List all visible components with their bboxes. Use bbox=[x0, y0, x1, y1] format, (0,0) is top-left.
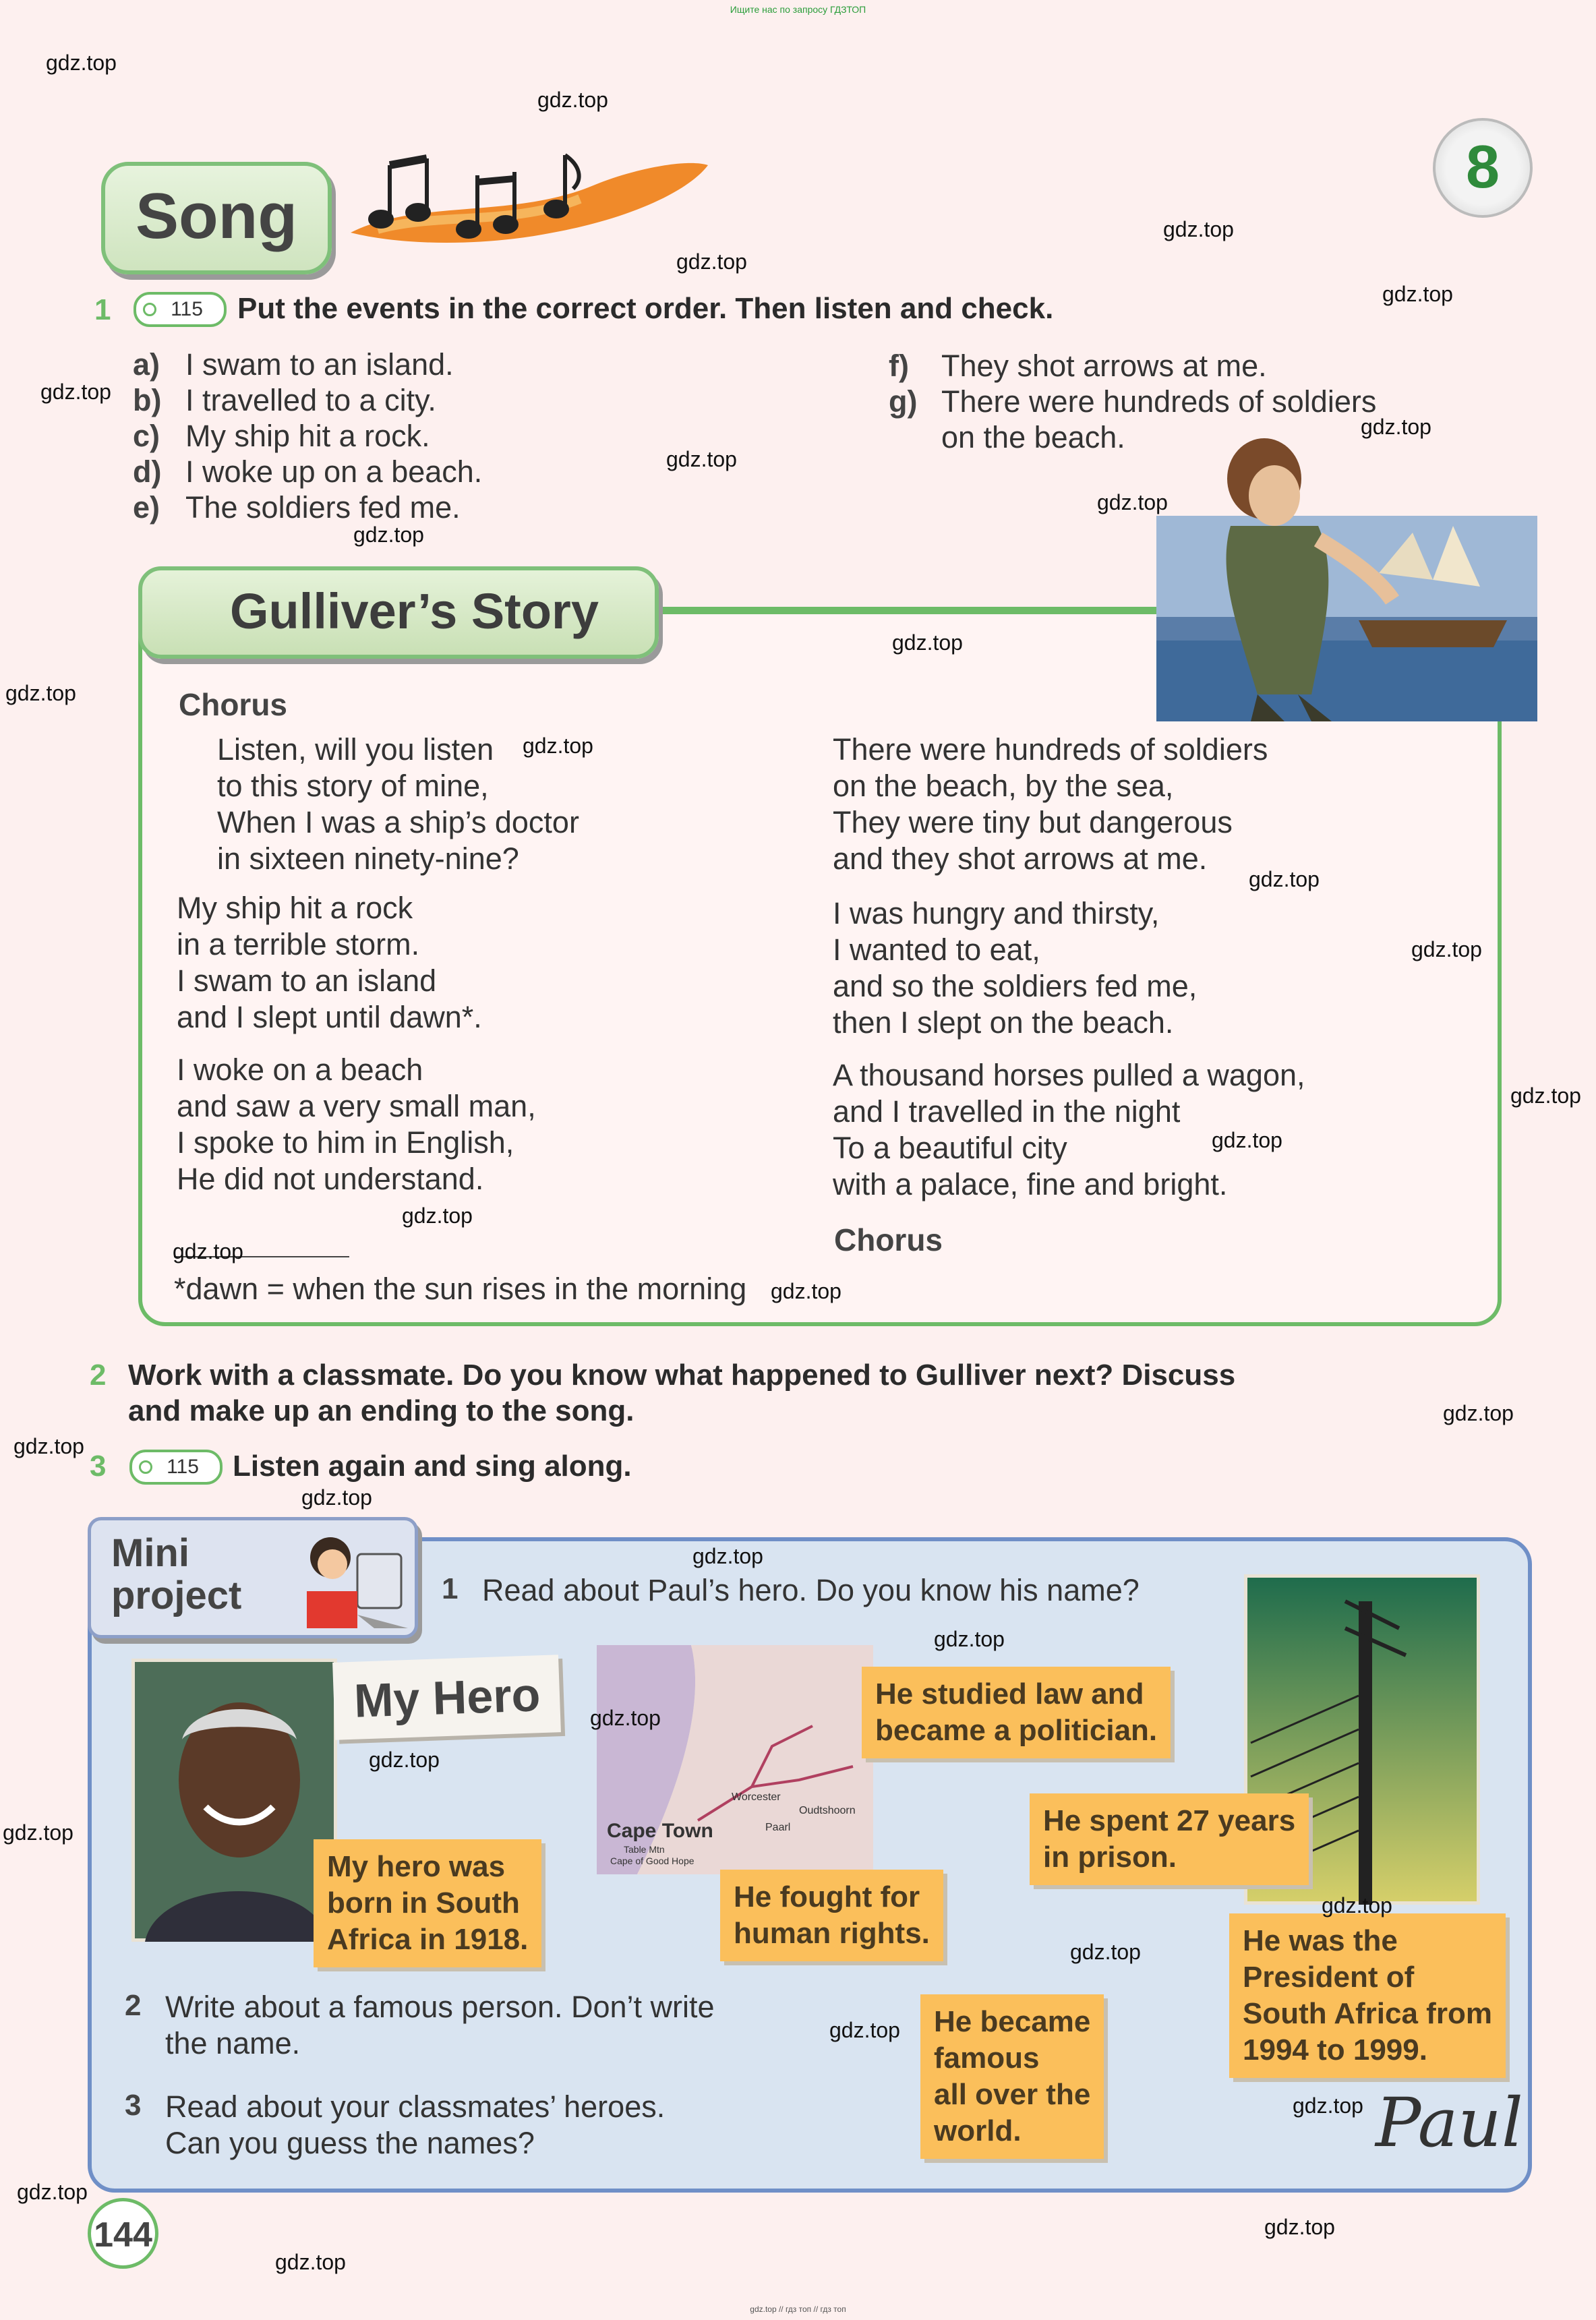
watermark: gdz.top bbox=[1070, 1940, 1141, 1964]
svg-text:Paarl: Paarl bbox=[765, 1822, 791, 1833]
svg-text:Cape Town: Cape Town bbox=[607, 1820, 713, 1842]
event-f: f) They shot arrows at me. bbox=[889, 349, 1267, 383]
mini-q2: Write about a famous person. Don’t write the name. bbox=[165, 1990, 715, 2060]
watermark: gdz.top bbox=[676, 249, 747, 274]
watermark: gdz.top bbox=[692, 1544, 763, 1568]
watermark: gdz.top bbox=[892, 630, 963, 655]
note-fought: He fought for human rights. bbox=[720, 1870, 943, 1961]
watermark: gdz.top bbox=[46, 51, 117, 75]
note-prison: He spent 27 years in prison. bbox=[1030, 1793, 1309, 1885]
event-d: d) I woke up on a beach. bbox=[133, 454, 483, 489]
event-b: b) I travelled to a city. bbox=[133, 383, 436, 417]
verse-1: My ship hit a rock in a terrible storm. I swam to an island and I slept until dawn*. bbox=[177, 891, 482, 1034]
audio-track-icon[interactable]: 115 bbox=[134, 292, 227, 327]
watermark: gdz.top bbox=[402, 1203, 473, 1228]
ex3-instruction: Listen again and sing along. bbox=[233, 1450, 632, 1483]
watermark: gdz.top bbox=[590, 1706, 661, 1730]
watermark: gdz.top bbox=[353, 523, 424, 547]
mini-q1-number: 1 bbox=[442, 1572, 459, 1605]
event-g: g) There were hundreds of soldiers bbox=[889, 384, 1377, 419]
watermark: gdz.top bbox=[1443, 1401, 1514, 1425]
project-label: project bbox=[111, 1574, 242, 1617]
note-law: He studied law and became a politician. bbox=[862, 1667, 1171, 1758]
svg-text:Table Mtn: Table Mtn bbox=[624, 1844, 665, 1855]
verse-5: A thousand horses pulled a wagon, and I travelled in the night To a beautiful city with a palace, fine and bright. bbox=[833, 1058, 1305, 1201]
svg-text:Cape of Good Hope: Cape of Good Hope bbox=[610, 1855, 694, 1866]
gulliver-title-tab bbox=[138, 566, 659, 659]
watermark: gdz.top bbox=[1249, 867, 1320, 891]
event-c: c) My ship hit a rock. bbox=[133, 419, 430, 453]
ex1-instruction: Put the events in the correct order. Then listen and check. bbox=[237, 292, 1054, 325]
footnote: *dawn = when the sun rises in the morning bbox=[174, 1272, 747, 1306]
watermark: gdz.top bbox=[1293, 2093, 1363, 2118]
watermark: gdz.top bbox=[1322, 1893, 1392, 1917]
page-number: 144 bbox=[88, 2198, 158, 2269]
girl-computer-icon bbox=[293, 1527, 408, 1632]
watermark: gdz.top bbox=[1212, 1128, 1282, 1152]
audio-track-icon-2[interactable]: 115 bbox=[129, 1450, 223, 1485]
watermark: gdz.top bbox=[17, 2180, 88, 2204]
watermark: gdz.top bbox=[1097, 490, 1168, 514]
my-hero-label: My Hero bbox=[332, 1655, 561, 1740]
verse-3: There were hundreds of soldiers on the beach, by the sea, They were tiny but dangerous and they shot arrows at me. bbox=[833, 732, 1268, 876]
verse-2: I woke on a beach and saw a very small man, I spoke to him in English, He did not understand. bbox=[177, 1052, 536, 1196]
note-famous: He became famous all over the world. bbox=[920, 1994, 1104, 2159]
watermark: gdz.top bbox=[1163, 217, 1234, 241]
watermark: gdz.top bbox=[173, 1239, 243, 1263]
mini-q3: Read about your classmates’ heroes. Can you guess the names? bbox=[165, 2089, 666, 2160]
watermark: gdz.top bbox=[1411, 937, 1482, 961]
top-note: Ищите нас по запросу ГДЗТОП bbox=[730, 4, 866, 15]
watermark: gdz.top bbox=[666, 447, 737, 471]
verse-4: I was hungry and thirsty, I wanted to eat, and so the soldiers fed me, then I slept on the beach. bbox=[833, 896, 1198, 1040]
watermark: gdz.top bbox=[275, 2250, 346, 2274]
bottom-note: gdz.top // гдз топ // гдз топ bbox=[750, 2304, 846, 2314]
watermark: gdz.top bbox=[1361, 415, 1431, 439]
event-g-cont: on the beach. bbox=[941, 420, 1125, 454]
music-notes-brush-icon bbox=[337, 145, 715, 253]
mini-q3-number: 3 bbox=[125, 2089, 142, 2122]
watermark: gdz.top bbox=[829, 2018, 900, 2042]
mini-project-tab bbox=[88, 1517, 418, 1638]
svg-text:Oudtshoorn: Oudtshoorn bbox=[799, 1805, 856, 1816]
gulliver-illustration bbox=[1156, 425, 1537, 721]
song-title: Song bbox=[136, 180, 297, 252]
watermark: gdz.top bbox=[523, 734, 593, 758]
ex1-number: 1 bbox=[94, 293, 111, 326]
ex2-number: 2 bbox=[90, 1359, 107, 1392]
signature: Paul bbox=[1376, 2083, 1523, 2162]
mini-q1: Read about Paul’s hero. Do you know his name? bbox=[482, 1573, 1140, 1607]
unit-badge: 8 bbox=[1433, 118, 1533, 218]
mini-label: Mini bbox=[111, 1531, 189, 1575]
hero-photo bbox=[131, 1659, 337, 1942]
ex2-line2: and make up an ending to the song. bbox=[128, 1394, 634, 1427]
watermark: gdz.top bbox=[1382, 282, 1453, 306]
song-title-gulliver: Gulliver’s Story bbox=[230, 583, 599, 639]
watermark: gdz.top bbox=[13, 1434, 84, 1458]
watermark: gdz.top bbox=[1510, 1083, 1581, 1108]
watermark: gdz.top bbox=[3, 1820, 73, 1845]
mini-q2-number: 2 bbox=[125, 1989, 142, 2022]
watermark: gdz.top bbox=[40, 380, 111, 404]
watermark: gdz.top bbox=[771, 1279, 841, 1303]
watermark: gdz.top bbox=[1264, 2215, 1335, 2239]
ex3-number: 3 bbox=[90, 1450, 107, 1483]
watermark: gdz.top bbox=[934, 1627, 1005, 1651]
svg-text:Worcester: Worcester bbox=[732, 1791, 781, 1803]
event-a: a) I swam to an island. bbox=[133, 347, 454, 382]
ex2-line1: Work with a classmate. Do you know what happened to Gulliver next? Discuss bbox=[128, 1359, 1236, 1392]
song-tab bbox=[101, 162, 332, 274]
note-president: He was the President of South Africa from 1994 to 1999. bbox=[1229, 1913, 1506, 2078]
chorus-repeat: Chorus bbox=[834, 1222, 943, 1257]
south-africa-map bbox=[597, 1645, 873, 1874]
chorus-verse: Listen, will you listen to this story of mine, When I was a ship’s doctor in sixteen ninety-nine? bbox=[217, 732, 579, 876]
watermark: gdz.top bbox=[369, 1748, 440, 1772]
watermark: gdz.top bbox=[537, 88, 608, 112]
chorus-heading: Chorus bbox=[179, 687, 287, 722]
watermark: gdz.top bbox=[301, 1485, 372, 1510]
watermark: gdz.top bbox=[5, 681, 76, 705]
note-born: My hero was born in South Africa in 1918. bbox=[314, 1839, 541, 1967]
box-top-line bbox=[651, 607, 1163, 611]
event-e: e) The soldiers fed me. bbox=[133, 490, 461, 525]
